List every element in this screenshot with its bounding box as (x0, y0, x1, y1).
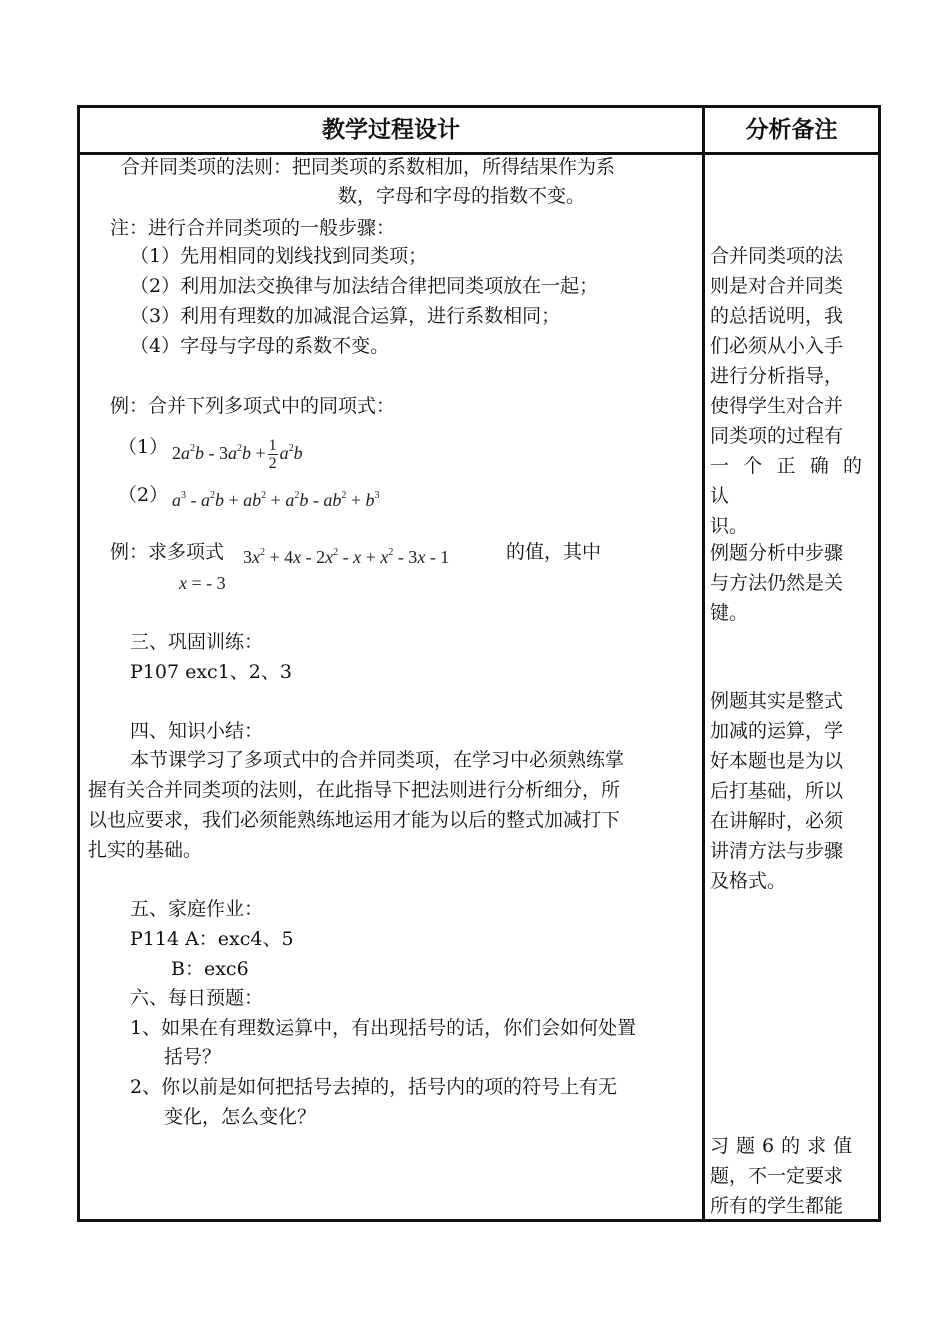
summary-line1: 本节课学习了多项式中的合并同类项，在学习中必须熟练掌 (130, 749, 625, 771)
section-6-title: 六、每日预题： (130, 987, 264, 1009)
note-example-polynomial: 例题其实是整式 加减的运算，学 好本题也是为以 后打基础，所以 在讲解时，必须 讲清方法与步骤 及格式。 (710, 690, 844, 892)
question-2-line1: 2、你以前是如何把括号去掉的，括号内的项的符号上有无 (130, 1076, 618, 1098)
step-3: （3）利用有理数的加减混合运算，进行系数相同； (130, 305, 561, 327)
step-1: （1）先用相同的划线找到同类项； (130, 245, 428, 267)
example1-label-1: （1） (118, 436, 169, 458)
summary-line3: 以也应要求，我们必须能熟练地运用才能为以后的整式加减打下 (88, 809, 621, 831)
section-3-exercises: P107 exc1、2、3 (130, 661, 292, 683)
note-example-steps: 例题分析中步骤 与方法仍然是关 键。 (710, 542, 844, 624)
question-2-line2: 变化，怎么变化？ (164, 1106, 317, 1128)
section-3-title: 三、巩固训练： (130, 631, 264, 653)
summary-line2: 握有关合并同类项的法则，在此指导下把法则进行分析细分，所 (88, 779, 621, 801)
steps-title: 注：进行合并同类项的一般步骤： (110, 217, 396, 239)
example2-condition: x = - 3 (179, 573, 226, 593)
homework-a: P114 A：exc4、5 (130, 928, 294, 950)
step-2: （2）利用加法交换律与加法结合律把同类项放在一起； (130, 275, 599, 297)
example1-expression-1: $2a^2b - 3a^2b$ + $\frac{1}{2}$ $a^2b$ (172, 437, 303, 473)
example1-expression-2: $a^3 - a^2b + ab^2 + a^2b - ab^2 + b^3$ (172, 490, 380, 510)
homework-b: B：exc6 (171, 958, 249, 980)
rule-text-line2: 数，字母和字母的指数不变。 (338, 185, 586, 207)
note-exercise-6: 习题6的求值 题，不一定要求 所有的学生都能 (710, 1135, 860, 1217)
section-4-title: 四、知识小结： (130, 720, 264, 742)
example1-title: 例：合并下列多项式中的同项式： (110, 395, 396, 417)
step-4: （4）字母与字母的系数不变。 (130, 335, 390, 357)
question-1-line1: 1、如果在有理数运算中，有出现括号的话，你们会如何处置 (130, 1017, 637, 1039)
example2-suffix: 的值，其中 (506, 541, 602, 563)
header-analysis-notes: 分析备注 (745, 117, 838, 143)
example1-label-2: （2） (118, 484, 169, 506)
question-1-line2: 括号？ (164, 1046, 222, 1068)
section-5-title: 五、家庭作业： (130, 898, 264, 920)
example2-polynomial: $3x^2 + 4x - 2x^2 - x + x^2 - 3x - 1$ (243, 547, 450, 567)
header-process-design: 教学过程设计 (322, 117, 460, 143)
example2-prefix: 例：求多项式 (110, 541, 225, 563)
column-divider (702, 108, 705, 1219)
rule-text-line1: 合并同类项的法则：把同类项的系数相加，所得结果作为系 (121, 156, 616, 178)
summary-line4: 扎实的基础。 (88, 839, 203, 861)
note-rule-summary: 合并同类项的法 则是对合并同类 的总括说明，我 们必须从小入手 进行分析指导， 使得学生对合并 同类项的过程有 一个正确的认 识。 (710, 245, 872, 537)
